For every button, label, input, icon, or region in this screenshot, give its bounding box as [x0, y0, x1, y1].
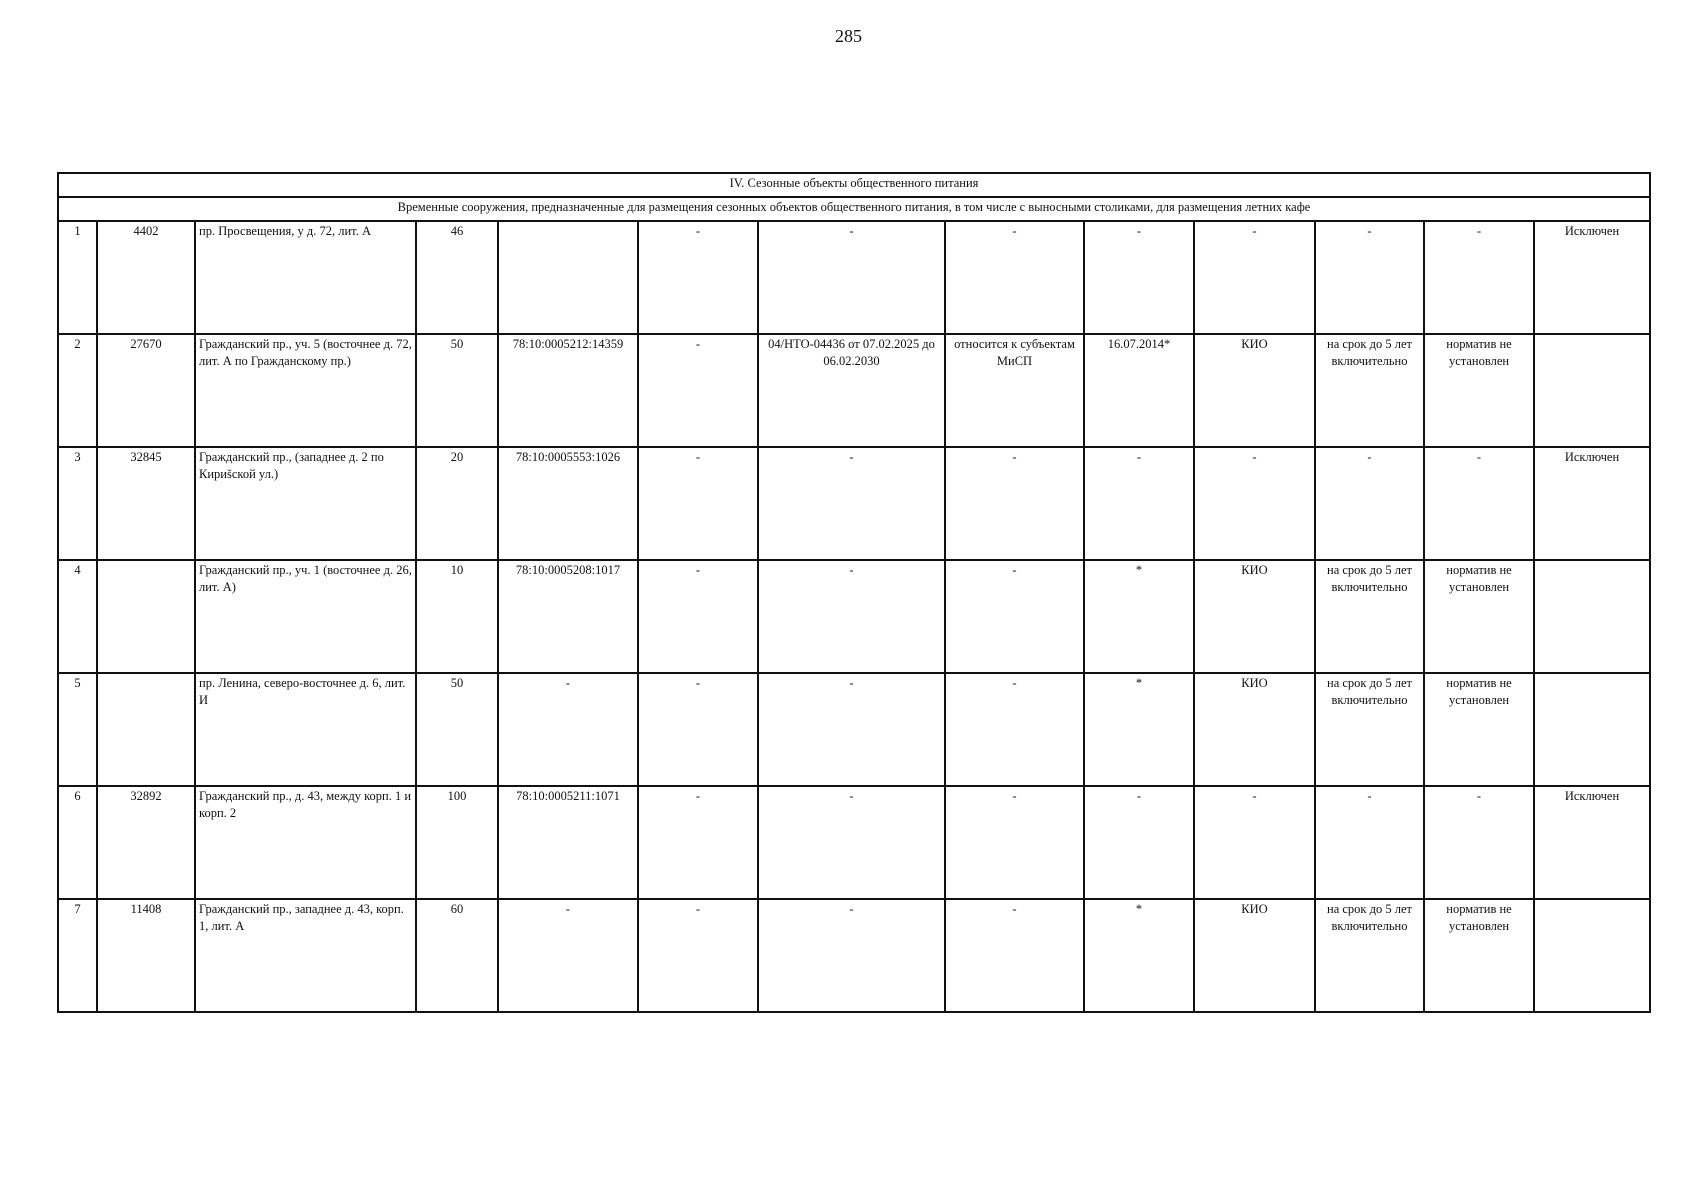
term-cell: - — [1315, 786, 1424, 899]
subsection-title: Временные сооружения, предназначенные для размещения сезонных объектов общественного питания, в том числе с выносными столиками, для размещения летних кафе — [58, 197, 1650, 221]
smb-status-cell: - — [945, 673, 1084, 786]
area-cell: 100 — [416, 786, 498, 899]
row-number-cell: 3 — [58, 447, 97, 560]
authority-cell: - — [1194, 786, 1315, 899]
note-cell — [1534, 899, 1650, 1012]
norm-cell: норматив не установлен — [1424, 673, 1534, 786]
address-cell: пр. Ленина, северо-восточнее д. 6, лит. И — [195, 673, 416, 786]
object-code-cell: 27670 — [97, 334, 195, 447]
object-code-cell: 11408 — [97, 899, 195, 1012]
date-cell: 16.07.2014* — [1084, 334, 1194, 447]
authority-cell: - — [1194, 447, 1315, 560]
norm-cell: - — [1424, 221, 1534, 334]
column-6-cell: - — [638, 221, 758, 334]
norm-cell: - — [1424, 447, 1534, 560]
note-cell — [1534, 560, 1650, 673]
smb-status-cell: - — [945, 786, 1084, 899]
row-number-cell: 2 — [58, 334, 97, 447]
authority-cell: КИО — [1194, 560, 1315, 673]
norm-cell: - — [1424, 786, 1534, 899]
date-cell: * — [1084, 899, 1194, 1012]
cadastral-number-cell: - — [498, 673, 638, 786]
contract-cell: - — [758, 221, 945, 334]
section-title-row — [58, 173, 1650, 197]
table-row — [58, 786, 1650, 899]
date-cell: * — [1084, 673, 1194, 786]
note-cell: Исключен — [1534, 447, 1650, 560]
smb-status-cell: - — [945, 447, 1084, 560]
row-number-cell: 5 — [58, 673, 97, 786]
object-code-cell: 32892 — [97, 786, 195, 899]
contract-cell: 04/НТО-04436 от 07.02.2025 до 06.02.2030 — [758, 334, 945, 447]
authority-cell: КИО — [1194, 334, 1315, 447]
authority-cell: КИО — [1194, 899, 1315, 1012]
term-cell: на срок до 5 лет включительно — [1315, 899, 1424, 1012]
object-code-cell — [97, 673, 195, 786]
date-cell: * — [1084, 560, 1194, 673]
cadastral-number-cell: 78:10:0005212:14359 — [498, 334, 638, 447]
table-row — [58, 221, 1650, 334]
table-row — [58, 560, 1650, 673]
column-6-cell: - — [638, 560, 758, 673]
table-row — [58, 334, 1650, 447]
object-code-cell: 32845 — [97, 447, 195, 560]
date-cell: - — [1084, 447, 1194, 560]
column-6-cell: - — [638, 334, 758, 447]
area-cell: 60 — [416, 899, 498, 1012]
term-cell: на срок до 5 лет включительно — [1315, 673, 1424, 786]
column-6-cell: - — [638, 899, 758, 1012]
authority-cell: - — [1194, 221, 1315, 334]
date-cell: - — [1084, 221, 1194, 334]
area-cell: 46 — [416, 221, 498, 334]
address-cell: Гражданский пр., уч. 5 (восточнее д. 72, лит. А по Гражданскому пр.) — [195, 334, 416, 447]
cadastral-number-cell: - — [498, 899, 638, 1012]
area-cell: 50 — [416, 673, 498, 786]
authority-cell: КИО — [1194, 673, 1315, 786]
note-cell: Исключен — [1534, 786, 1650, 899]
contract-cell: - — [758, 560, 945, 673]
note-cell — [1534, 334, 1650, 447]
address-cell: пр. Просвещения, у д. 72, лит. А — [195, 221, 416, 334]
area-cell: 10 — [416, 560, 498, 673]
address-cell: Гражданский пр., западнее д. 43, корп. 1, лит. А — [195, 899, 416, 1012]
address-cell: Гражданский пр., уч. 1 (восточнее д. 26, лит. А) — [195, 560, 416, 673]
column-6-cell: - — [638, 786, 758, 899]
smb-status-cell: - — [945, 560, 1084, 673]
contract-cell: - — [758, 673, 945, 786]
area-cell: 20 — [416, 447, 498, 560]
object-code-cell — [97, 560, 195, 673]
note-cell — [1534, 673, 1650, 786]
contract-cell: - — [758, 899, 945, 1012]
smb-status-cell: - — [945, 221, 1084, 334]
term-cell: - — [1315, 221, 1424, 334]
term-cell: на срок до 5 лет включительно — [1315, 334, 1424, 447]
norm-cell: норматив не установлен — [1424, 560, 1534, 673]
contract-cell: - — [758, 447, 945, 560]
object-code-cell: 4402 — [97, 221, 195, 334]
contract-cell: - — [758, 786, 945, 899]
objects-table — [57, 172, 1651, 1013]
page-number: 285 — [835, 26, 862, 46]
norm-cell: норматив не установлен — [1424, 899, 1534, 1012]
term-cell: на срок до 5 лет включительно — [1315, 560, 1424, 673]
column-6-cell: - — [638, 673, 758, 786]
cadastral-number-cell: 78:10:0005211:1071 — [498, 786, 638, 899]
note-cell: Исключен — [1534, 221, 1650, 334]
subsection-title-row — [58, 197, 1650, 221]
row-number-cell: 6 — [58, 786, 97, 899]
cadastral-number-cell: 78:10:0005208:1017 — [498, 560, 638, 673]
row-number-cell: 7 — [58, 899, 97, 1012]
row-number-cell: 1 — [58, 221, 97, 334]
section-title: IV. Сезонные объекты общественного питания — [58, 173, 1650, 197]
row-number-cell: 4 — [58, 560, 97, 673]
smb-status-cell: - — [945, 899, 1084, 1012]
table-row — [58, 447, 1650, 560]
smb-status-cell: относится к субъектам МиСП — [945, 334, 1084, 447]
norm-cell: норматив не установлен — [1424, 334, 1534, 447]
date-cell: - — [1084, 786, 1194, 899]
cadastral-number-cell — [498, 221, 638, 334]
address-cell: Гражданский пр., д. 43, между корп. 1 и корп. 2 — [195, 786, 416, 899]
address-cell: Гражданский пр., (западнее д. 2 по Кириšской ул.) — [195, 447, 416, 560]
table-row — [58, 673, 1650, 786]
column-6-cell: - — [638, 447, 758, 560]
term-cell: - — [1315, 447, 1424, 560]
cadastral-number-cell: 78:10:0005553:1026 — [498, 447, 638, 560]
area-cell: 50 — [416, 334, 498, 447]
table-row — [58, 899, 1650, 1012]
